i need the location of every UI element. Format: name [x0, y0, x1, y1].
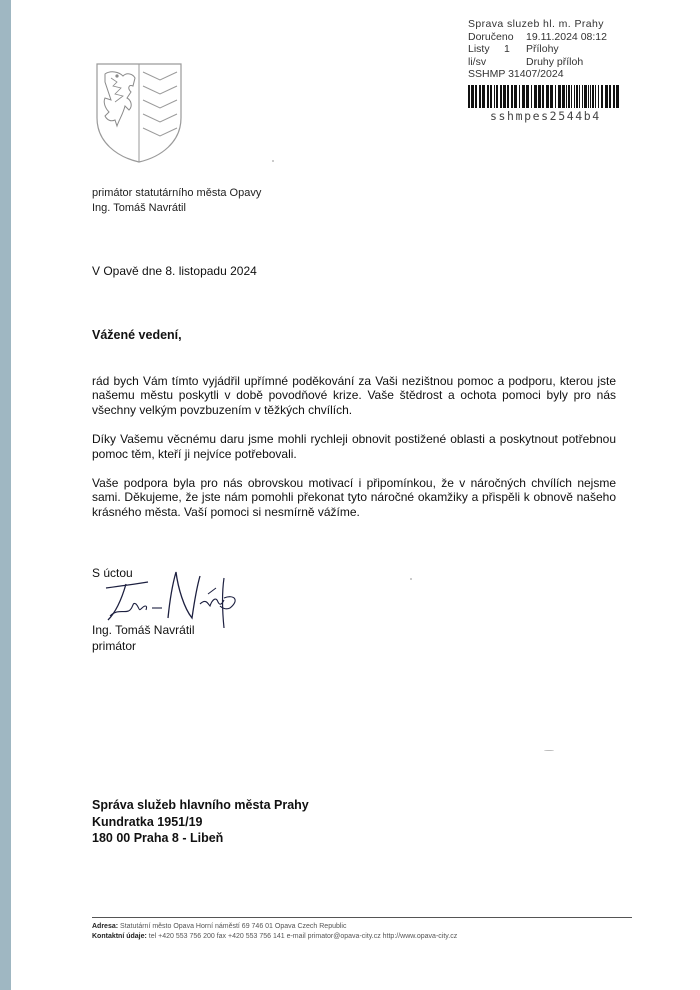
barcode-bar: [582, 85, 583, 108]
coat-of-arms-icon: [93, 60, 185, 164]
barcode-bar: [542, 85, 544, 108]
closing: S úctou: [92, 566, 133, 580]
stamp-title: Sprava sluzeb hl. m. Prahy: [468, 18, 604, 30]
barcode-bar: [588, 85, 589, 108]
barcode-bar: [534, 85, 537, 108]
footer-contact-row: [92, 932, 457, 942]
barcode-bar: [601, 85, 603, 108]
barcode-bar: [482, 85, 485, 108]
barcode-bar: [531, 85, 532, 108]
barcode-bar: [595, 85, 596, 108]
barcode-bar: [598, 85, 599, 108]
footer-contact-label: Kontaktní údaje:: [92, 932, 147, 940]
stamp-received-value: 19.11.2024 08:12: [526, 30, 607, 43]
barcode-bar: [538, 85, 541, 108]
sender-block: [92, 186, 261, 215]
signer-name: Ing. Tomáš Navrátil: [92, 623, 195, 637]
signer-block: [92, 622, 195, 654]
footer-address-row: [92, 922, 457, 932]
addressee-block: [92, 797, 309, 847]
barcode-bar: [579, 85, 580, 108]
barcode-bar: [568, 85, 570, 108]
addressee-line3: 180 00 Praha 8 - Libeň: [92, 831, 224, 845]
barcode-text: sshmpes2544b4: [490, 108, 601, 123]
barcode-bar: [584, 85, 587, 108]
barcode-bar: [550, 85, 553, 108]
barcode-bar: [562, 85, 565, 108]
barcode-bar: [490, 85, 492, 108]
barcode-bar: [479, 85, 481, 108]
letter-body: [92, 374, 616, 534]
footer-address-value: Statutární město Opava Horní náměstí 69 746 01 Opava Czech Republic: [120, 923, 347, 930]
barcode-bar: [605, 85, 608, 108]
barcode: [468, 85, 623, 108]
stamp-sheets-value: 1: [504, 43, 510, 56]
scan-speck: [272, 160, 274, 162]
stamp-lisv-label: li/sv: [468, 55, 487, 68]
paragraph: rád bych Vám tímto vyjádřil upřímné poděkování za Vaši nezištnou pomoc a podporu, kterou jste našemu městu poskytli v době povodňové krize. Vaše štědrost a ochota pomoci byly pro nás všechny velkým povzbuzením v těžkých chvílích.: [92, 374, 616, 417]
barcode-bar: [558, 85, 561, 108]
barcode-bar: [471, 85, 474, 108]
barcode-bar: [475, 85, 477, 108]
signer-title: primátor: [92, 639, 137, 653]
stamp-attachment-types-label: Druhy příloh: [526, 55, 584, 68]
stamp-reference: SSHMP 31407/2024: [468, 68, 564, 81]
barcode-bar: [494, 85, 495, 108]
scan-speck: [410, 578, 412, 580]
barcode-bar: [571, 85, 572, 108]
scan-edge-strip: [0, 0, 11, 990]
footer-contact-value: tel +420 553 756 200 fax +420 553 756 141 e-mail primator@opava-city.cz http://www.opava-city.cz: [148, 932, 458, 940]
paragraph: Vaše podpora byla pro nás obrovskou motivací i připomínkou, že v náročných chvílích nejsme sami. Děkujeme, že jste nám pomohli překonat tyto náročné okamžiky a přispěli k obnově našeho krásného města. Vaší pomoci si nesmírně vážíme.: [92, 476, 616, 519]
barcode-bar: [468, 85, 470, 108]
barcode-bar: [514, 85, 517, 108]
barcode-bar: [526, 85, 529, 108]
stamp-types-row: [468, 56, 628, 69]
barcode-bar: [511, 85, 513, 108]
barcode-bar: [503, 85, 506, 108]
barcode-bar: [555, 85, 556, 108]
scan-speck: [544, 750, 554, 751]
barcode-bar: [616, 85, 619, 108]
barcode-bar: [613, 85, 615, 108]
barcode-bar: [609, 85, 611, 108]
stamp-sheets-row: [468, 43, 628, 56]
footer-address-label: Adresa:: [92, 923, 119, 930]
barcode-bar: [574, 85, 575, 108]
sender-title: primátor statutárního města Opavy: [92, 187, 262, 199]
paragraph: Díky Vašemu věcnému daru jsme mohli rychleji obnovit postižené oblasti a poskytnout potřebnou pomoc těm, kteří ji nejvíce potřebovali.: [92, 432, 616, 461]
sender-name: Ing. Tomáš Navrátil: [92, 201, 186, 214]
registry-stamp: [468, 18, 628, 123]
addressee-line2: Kundratka 1951/19: [92, 814, 203, 829]
salutation: Vážené vedení,: [92, 328, 182, 342]
barcode-bar: [496, 85, 498, 108]
barcode-bar: [566, 85, 567, 108]
stamp-received-label: Doručeno: [468, 30, 514, 43]
date-line: V Opavě dne 8. listopadu 2024: [92, 264, 257, 278]
stamp-sheets-label: Listy: [468, 43, 490, 56]
barcode-bar: [522, 85, 525, 108]
barcode-bar: [546, 85, 549, 108]
barcode-bar: [590, 85, 591, 108]
barcode-bar: [500, 85, 502, 108]
stamp-received-row: [468, 31, 628, 44]
barcode-bar: [507, 85, 509, 108]
barcode-bar: [592, 85, 594, 108]
barcode-bar: [487, 85, 489, 108]
stamp-attachments-label: Přílohy: [526, 43, 559, 56]
barcode-bar: [576, 85, 578, 108]
addressee-line1: Správa služeb hlavního města Prahy: [92, 798, 309, 812]
footer-divider: [92, 917, 632, 918]
footer: [92, 922, 457, 941]
barcode-bar: [519, 85, 520, 108]
